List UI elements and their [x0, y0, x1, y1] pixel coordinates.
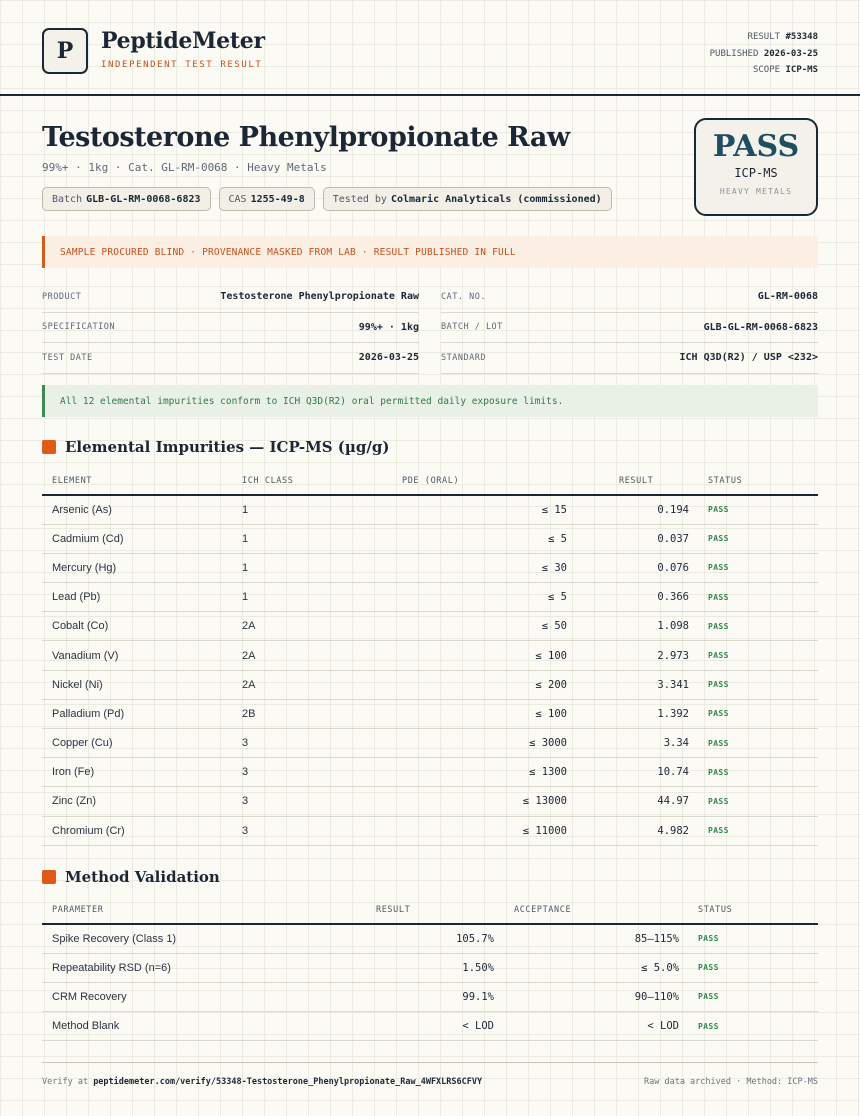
table-cell: Nickel (Ni) — [42, 670, 242, 699]
stamp-method: ICP-MS — [734, 166, 778, 180]
table-cell: 3 — [242, 729, 372, 758]
table-row — [42, 583, 818, 612]
table-cell: 85–115% — [494, 924, 679, 953]
product-subtitle: 99%+ · 1kg · Cat. GL-RM-0068 · Heavy Metals — [42, 161, 327, 174]
table-cell: 1 — [242, 583, 372, 612]
table-row — [42, 729, 818, 758]
table-row — [42, 1012, 818, 1041]
table-cell: Arsenic (As) — [42, 495, 242, 524]
table-cell: Palladium (Pd) — [42, 699, 242, 728]
table-row — [42, 699, 818, 728]
pass-stamp — [694, 118, 818, 216]
meta-published: PUBLISHED 2026-03-25 — [709, 48, 818, 59]
archive-note: Raw data archived · Method: ICP-MS — [644, 1077, 818, 1087]
table-cell: Method Blank — [42, 1012, 262, 1041]
table-row — [42, 641, 818, 670]
info-date: TEST DATE 2026-03-25 — [42, 343, 419, 374]
status-badge: PASS — [679, 953, 818, 982]
table-cell: Chromium (Cr) — [42, 816, 242, 845]
table-cell: ≤ 50 — [372, 612, 567, 641]
report-meta — [710, 29, 818, 79]
table-cell: ≤ 100 — [372, 699, 567, 728]
status-badge: PASS — [679, 924, 818, 953]
table-cell: Cobalt (Co) — [42, 612, 242, 641]
status-badge: PASS — [689, 583, 818, 612]
col-status: STATUS — [689, 467, 818, 495]
verify-link[interactable]: peptidemeter.com/verify/53348-Testosterone_Phenylpropionate_Raw_4WFXLRS6CFVY — [93, 1077, 483, 1087]
table-cell: 3 — [242, 816, 372, 845]
table-cell: 2B — [242, 699, 372, 728]
status-badge: PASS — [679, 982, 818, 1011]
section-marker-icon — [42, 870, 56, 884]
blind-notice-banner: SAMPLE PROCURED BLIND · PROVENANCE MASKED FROM LAB · RESULT PUBLISHED IN FULL — [42, 236, 818, 268]
table-cell: 1 — [242, 553, 372, 582]
table-cell: 90–110% — [494, 982, 679, 1011]
table-cell: 105.7% — [262, 924, 494, 953]
table-cell: 3 — [242, 787, 372, 816]
col-pde: PDE (ORAL) — [372, 467, 567, 495]
table-cell: Iron (Fe) — [42, 758, 242, 787]
table-cell: 3.341 — [567, 670, 689, 699]
stamp-scope: HEAVY METALS — [719, 187, 793, 196]
table-cell: 1 — [242, 524, 372, 553]
info-cat: CAT. NO. GL-RM-0068 — [441, 282, 818, 313]
status-badge: PASS — [689, 729, 818, 758]
report-header — [0, 0, 860, 96]
table-cell: ≤ 11000 — [372, 816, 567, 845]
table-row — [42, 787, 818, 816]
validation-section-header — [42, 868, 220, 886]
table-cell: ≤ 5 — [372, 583, 567, 612]
table-cell: ≤ 3000 — [372, 729, 567, 758]
table-row — [42, 924, 818, 953]
table-cell: ≤ 5 — [372, 524, 567, 553]
logo-mark: P — [42, 28, 88, 74]
brand-name: PeptideMeter — [101, 28, 265, 54]
table-cell: ≤ 13000 — [372, 787, 567, 816]
status-badge: PASS — [689, 524, 818, 553]
table-cell: 2.973 — [567, 641, 689, 670]
table-cell: 2A — [242, 641, 372, 670]
table-cell: Cadmium (Cd) — [42, 524, 242, 553]
table-row — [42, 953, 818, 982]
col-ich-class: ICH CLASS — [242, 467, 372, 495]
table-cell: 0.194 — [567, 495, 689, 524]
status-badge: PASS — [689, 553, 818, 582]
table-cell: Copper (Cu) — [42, 729, 242, 758]
table-cell: < LOD — [262, 1012, 494, 1041]
status-badge: PASS — [679, 1012, 818, 1041]
status-badge: PASS — [689, 699, 818, 728]
table-cell: ≤ 1300 — [372, 758, 567, 787]
table-row — [42, 553, 818, 582]
col-element: ELEMENT — [42, 467, 242, 495]
table-cell: 44.97 — [567, 787, 689, 816]
report-footer — [42, 1062, 818, 1087]
col-result: RESULT — [567, 467, 689, 495]
validation-title: Method Validation — [65, 868, 220, 886]
col-result: RESULT — [262, 896, 494, 924]
stamp-verdict: PASS — [712, 129, 800, 164]
section-marker-icon — [42, 440, 56, 454]
table-cell: < LOD — [494, 1012, 679, 1041]
table-cell: 3.34 — [567, 729, 689, 758]
col-acceptance: ACCEPTANCE — [494, 896, 679, 924]
status-badge: PASS — [689, 758, 818, 787]
col-status: STATUS — [679, 896, 818, 924]
table-cell: 10.74 — [567, 758, 689, 787]
batch-chip: Batch GLB-GL-RM-0068-6823 — [42, 187, 211, 211]
table-cell: 2A — [242, 670, 372, 699]
table-cell: ≤ 30 — [372, 553, 567, 582]
table-cell: 1.50% — [262, 953, 494, 982]
table-row — [42, 758, 818, 787]
info-grid — [42, 282, 818, 374]
table-cell: 2A — [242, 612, 372, 641]
table-cell: ≤ 5.0% — [494, 953, 679, 982]
table-row — [42, 612, 818, 641]
info-product: PRODUCT Testosterone Phenylpropionate Raw — [42, 282, 419, 313]
table-cell: CRM Recovery — [42, 982, 262, 1011]
status-badge: PASS — [689, 670, 818, 699]
brand-tagline: INDEPENDENT TEST RESULT — [101, 60, 263, 70]
table-row — [42, 982, 818, 1011]
chip-row — [42, 187, 612, 211]
status-badge: PASS — [689, 495, 818, 524]
verify-line: Verify at peptidemeter.com/verify/53348-Testosterone_Phenylpropionate_Raw_4WFXLRS6CFVY — [42, 1077, 483, 1087]
table-cell: 1.098 — [567, 612, 689, 641]
table-cell: Repeatability RSD (n=6) — [42, 953, 262, 982]
table-cell: 99.1% — [262, 982, 494, 1011]
info-standard: STANDARD ICH Q3D(R2) / USP <232> — [441, 343, 818, 374]
conformity-banner: All 12 elemental impurities conform to ICH Q3D(R2) oral permitted daily exposure limits. — [42, 385, 818, 417]
tested-by-chip: Tested by Colmaric Analyticals (commissioned) — [323, 187, 612, 211]
table-cell: Lead (Pb) — [42, 583, 242, 612]
table-cell: 3 — [242, 758, 372, 787]
status-badge: PASS — [689, 816, 818, 845]
table-row — [42, 524, 818, 553]
table-cell: ≤ 200 — [372, 670, 567, 699]
impurities-section-header — [42, 438, 389, 456]
table-cell: Vanadium (V) — [42, 641, 242, 670]
table-cell: ≤ 100 — [372, 641, 567, 670]
table-cell: 4.982 — [567, 816, 689, 845]
col-parameter: PARAMETER — [42, 896, 262, 924]
table-cell: ≤ 15 — [372, 495, 567, 524]
table-row — [42, 495, 818, 524]
status-badge: PASS — [689, 787, 818, 816]
status-badge: PASS — [689, 612, 818, 641]
table-row — [42, 816, 818, 845]
status-badge: PASS — [689, 641, 818, 670]
table-cell: 0.366 — [567, 583, 689, 612]
meta-result: RESULT #53348 — [747, 32, 818, 42]
info-spec: SPECIFICATION 99%+ · 1kg — [42, 313, 419, 344]
table-cell: Zinc (Zn) — [42, 787, 242, 816]
table-row — [42, 670, 818, 699]
impurities-title: Elemental Impurities — ICP-MS (µg/g) — [65, 438, 390, 456]
table-cell: 0.037 — [567, 524, 689, 553]
product-title: Testosterone Phenylpropionate Raw — [42, 122, 570, 153]
table-cell: 0.076 — [567, 553, 689, 582]
info-batch: BATCH / LOT GLB-GL-RM-0068-6823 — [441, 313, 818, 344]
impurities-table — [42, 467, 818, 846]
validation-table — [42, 896, 818, 1041]
table-cell: 1 — [242, 495, 372, 524]
meta-scope: SCOPE ICP-MS — [752, 65, 818, 75]
table-cell: Spike Recovery (Class 1) — [42, 924, 262, 953]
table-cell: 1.392 — [567, 699, 689, 728]
cas-chip: CAS 1255-49-8 — [219, 187, 315, 211]
table-cell: Mercury (Hg) — [42, 553, 242, 582]
